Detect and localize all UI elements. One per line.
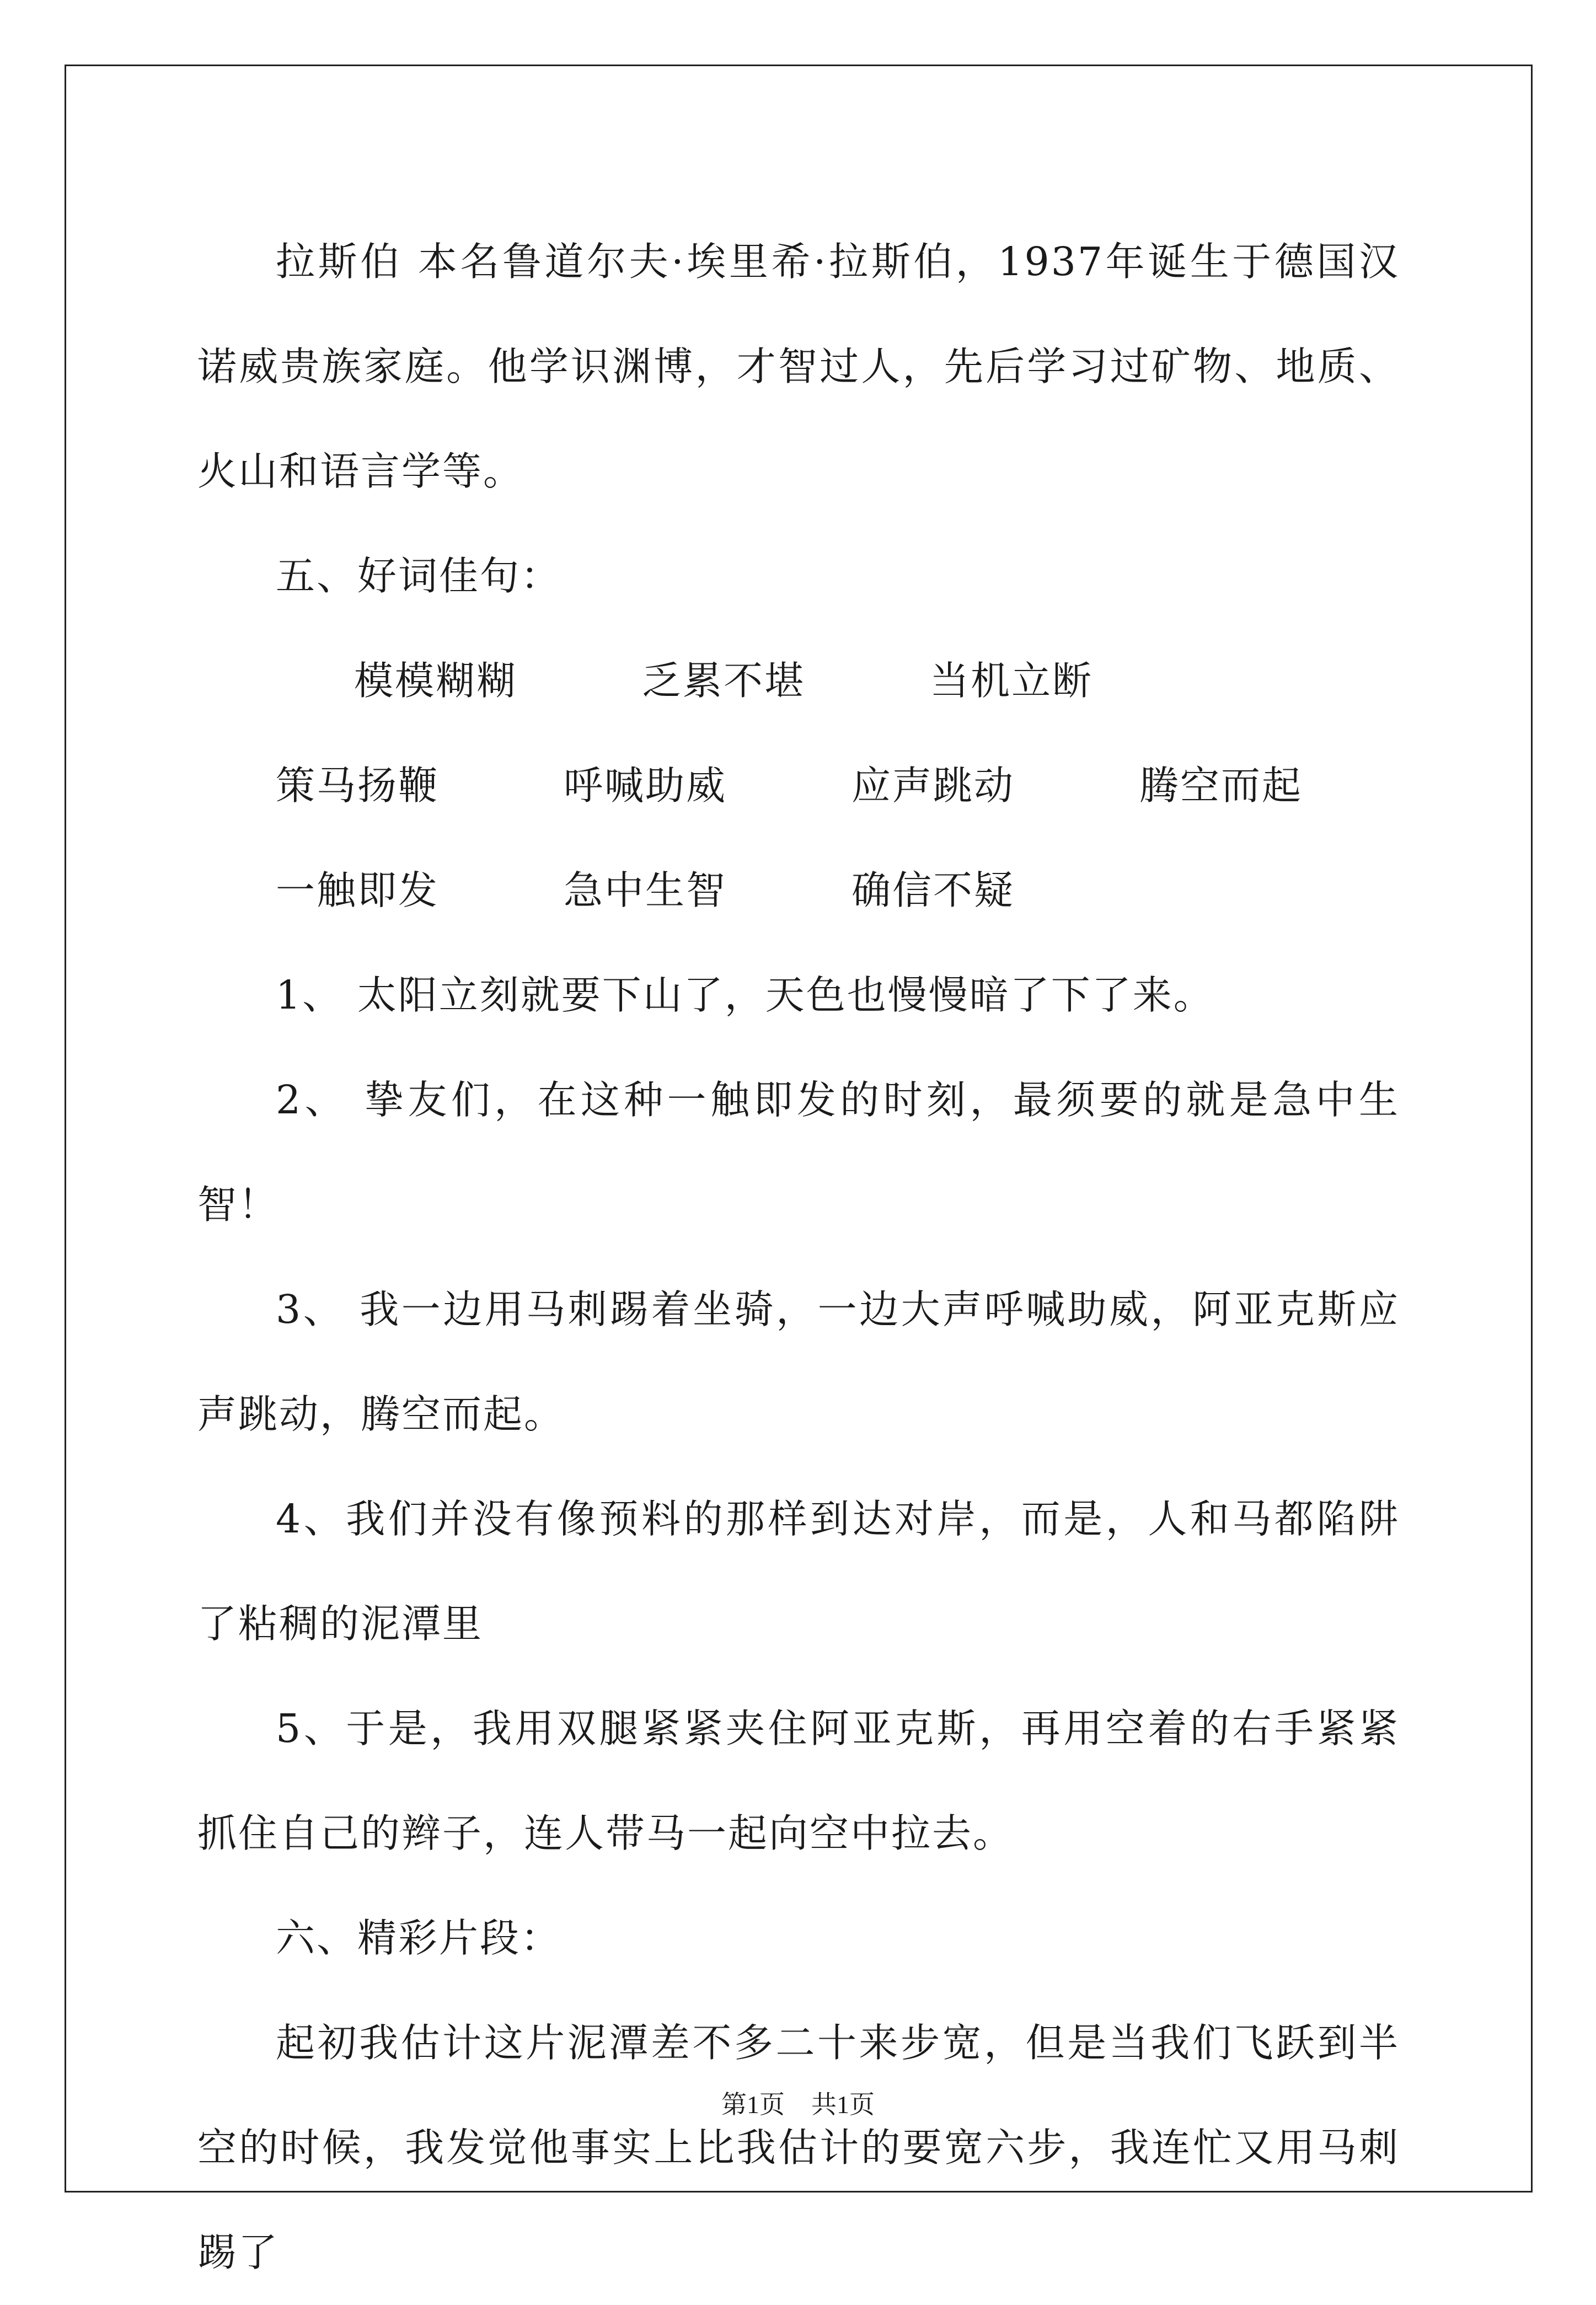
idiom-item: 策马扬鞭 (276, 763, 440, 808)
document-body (197, 210, 1400, 2305)
idiom-item: 腾空而起 (1139, 763, 1303, 808)
author-intro-paragraph: 拉斯伯 本名鲁道尔夫·埃里希·拉斯伯，1937年诞生于德国汉诺威贵族家庭。他学识渊博，才智过人，先后学习过矿物、地质、火山和语言学等。 (197, 239, 1400, 494)
example-sentence-3: 3、 我一边用马刺踢着坐骑，一边大声呼喊助威，阿亚克斯应声跳动，腾空而起。 (197, 1286, 1400, 1437)
idiom-item: 当机立断 (930, 658, 1094, 704)
idiom-item: 一触即发 (276, 867, 440, 913)
idiom-item: 应声跳动 (851, 763, 1015, 808)
example-sentence-5: 5、于是，我用双腿紧紧夹住阿亚克斯，再用空着的右手紧紧抓住自己的辫子，连人带马一起向空中拉去。 (197, 1706, 1400, 1856)
idiom-item: 乏累不堪 (642, 658, 806, 704)
example-sentence-1: 1、 太阳立刻就要下山了，天色也慢慢暗了下了来。 (276, 972, 1214, 1018)
idiom-item: 确信不疑 (851, 867, 1015, 913)
example-sentence-4: 4、我们并没有像预料的那样到达对岸，而是，人和马都陷阱了粘稠的泥潭里 (197, 1496, 1400, 1647)
excerpt-paragraph: 起初我估计这片泥潭差不多二十来步宽，但是当我们飞跃到半空的时候，我发觉他事实上比我估计的要宽六步，我连忙又用马刺踢了 (197, 2020, 1400, 2275)
section-heading-good-words: 五、好词佳句： (276, 553, 562, 599)
section-heading-excerpt: 六、精彩片段： (276, 1915, 562, 1961)
idiom-item: 急中生智 (564, 867, 727, 913)
idiom-list (197, 629, 1400, 943)
page-number: 第1页 (721, 2090, 785, 2119)
idiom-item: 模模糊糊 (354, 658, 518, 704)
total-pages: 共1页 (811, 2090, 875, 2119)
page-footer (0, 2084, 1596, 2121)
idiom-item: 呼喊助威 (564, 763, 727, 808)
example-sentence-2: 2、 挚友们，在这种一触即发的时刻，最须要的就是急中生智！ (197, 1077, 1400, 1227)
